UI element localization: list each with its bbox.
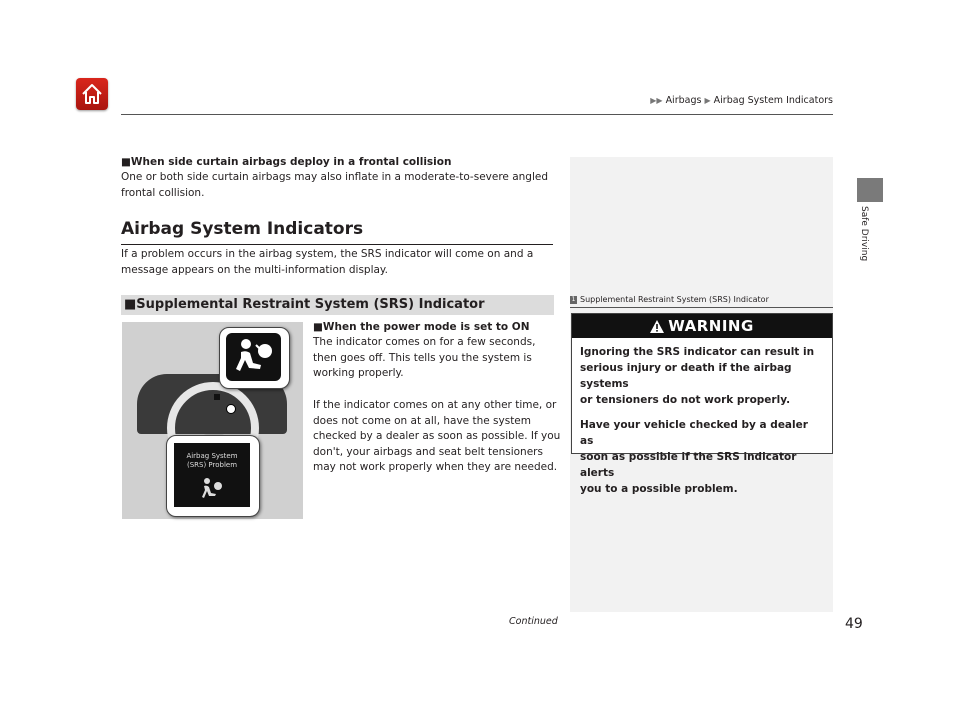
note-title[interactable]: 1 Supplemental Restraint System (SRS) Indicator	[570, 295, 833, 308]
page-title: Airbag System Indicators	[121, 219, 553, 245]
side-curtain-text: One or both side curtain airbags may also inflate in a moderate-to-severe angled frontal collision.	[121, 171, 549, 199]
breadcrumb	[650, 95, 833, 106]
square-bullet-icon: ■	[121, 156, 131, 168]
srs-icon-callout	[219, 327, 290, 389]
display-message-line2: (SRS) Problem	[186, 461, 238, 469]
display-message-line1: Airbag System	[186, 452, 238, 460]
warning-triangle-icon	[650, 320, 664, 333]
warning-header: WARNING	[572, 314, 832, 338]
home-button[interactable]	[76, 78, 108, 110]
srs-message-callout	[166, 435, 260, 517]
arrow-icon: ▶▶	[650, 96, 663, 105]
srs-section-heading: ■Supplemental Restraint System (SRS) Indicator	[121, 295, 554, 315]
warning-text-2: Have your vehicle checked by a dealer as soon as possible if the SRS indicator alerts you to a possible problem.	[580, 419, 808, 495]
arrow-icon: ▶	[704, 96, 711, 105]
note-number-badge: 1	[571, 295, 576, 303]
display-indicator	[214, 394, 220, 400]
continued-label: Continued	[509, 616, 558, 627]
indicator-fault-text: If the indicator comes on at any other time, or does not come on at all, have the system checked by a dealer as soon as possible. If you don't, your airbags and seat belt tensioners may not work properly when they are needed.	[313, 399, 561, 473]
intro-text: If a problem occurs in the airbag system, the SRS indicator will come on and a message appears on the multi-information display.	[121, 248, 534, 276]
chapter-tab[interactable]	[857, 178, 883, 202]
multi-information-display	[174, 443, 250, 507]
breadcrumb-link-airbags[interactable]: Airbags	[665, 95, 702, 106]
page-number: 49	[845, 616, 863, 632]
header-divider	[121, 114, 833, 115]
power-mode-text: The indicator comes on for a few seconds, then goes off. This tells you the system is working properly.	[313, 336, 536, 379]
srs-airbag-icon-small	[198, 476, 226, 502]
square-bullet-icon: ■	[124, 297, 137, 312]
warning-text-1: Ignoring the SRS indicator can result in serious injury or death if the airbag systems or tensioners do not work properly.	[580, 346, 815, 406]
square-bullet-icon: ■	[313, 321, 323, 333]
home-icon	[80, 82, 104, 106]
srs-airbag-icon	[226, 333, 281, 381]
breadcrumb-current: Airbag System Indicators	[713, 95, 833, 106]
indicator-pointer	[226, 404, 236, 414]
side-curtain-heading: ■When side curtain airbags deploy in a frontal collision	[121, 156, 452, 168]
srs-indicator-illustration	[122, 322, 303, 519]
warning-box	[571, 313, 833, 495]
chapter-label: Safe Driving	[859, 206, 869, 262]
power-mode-heading: ■When the power mode is set to ON	[313, 321, 530, 333]
